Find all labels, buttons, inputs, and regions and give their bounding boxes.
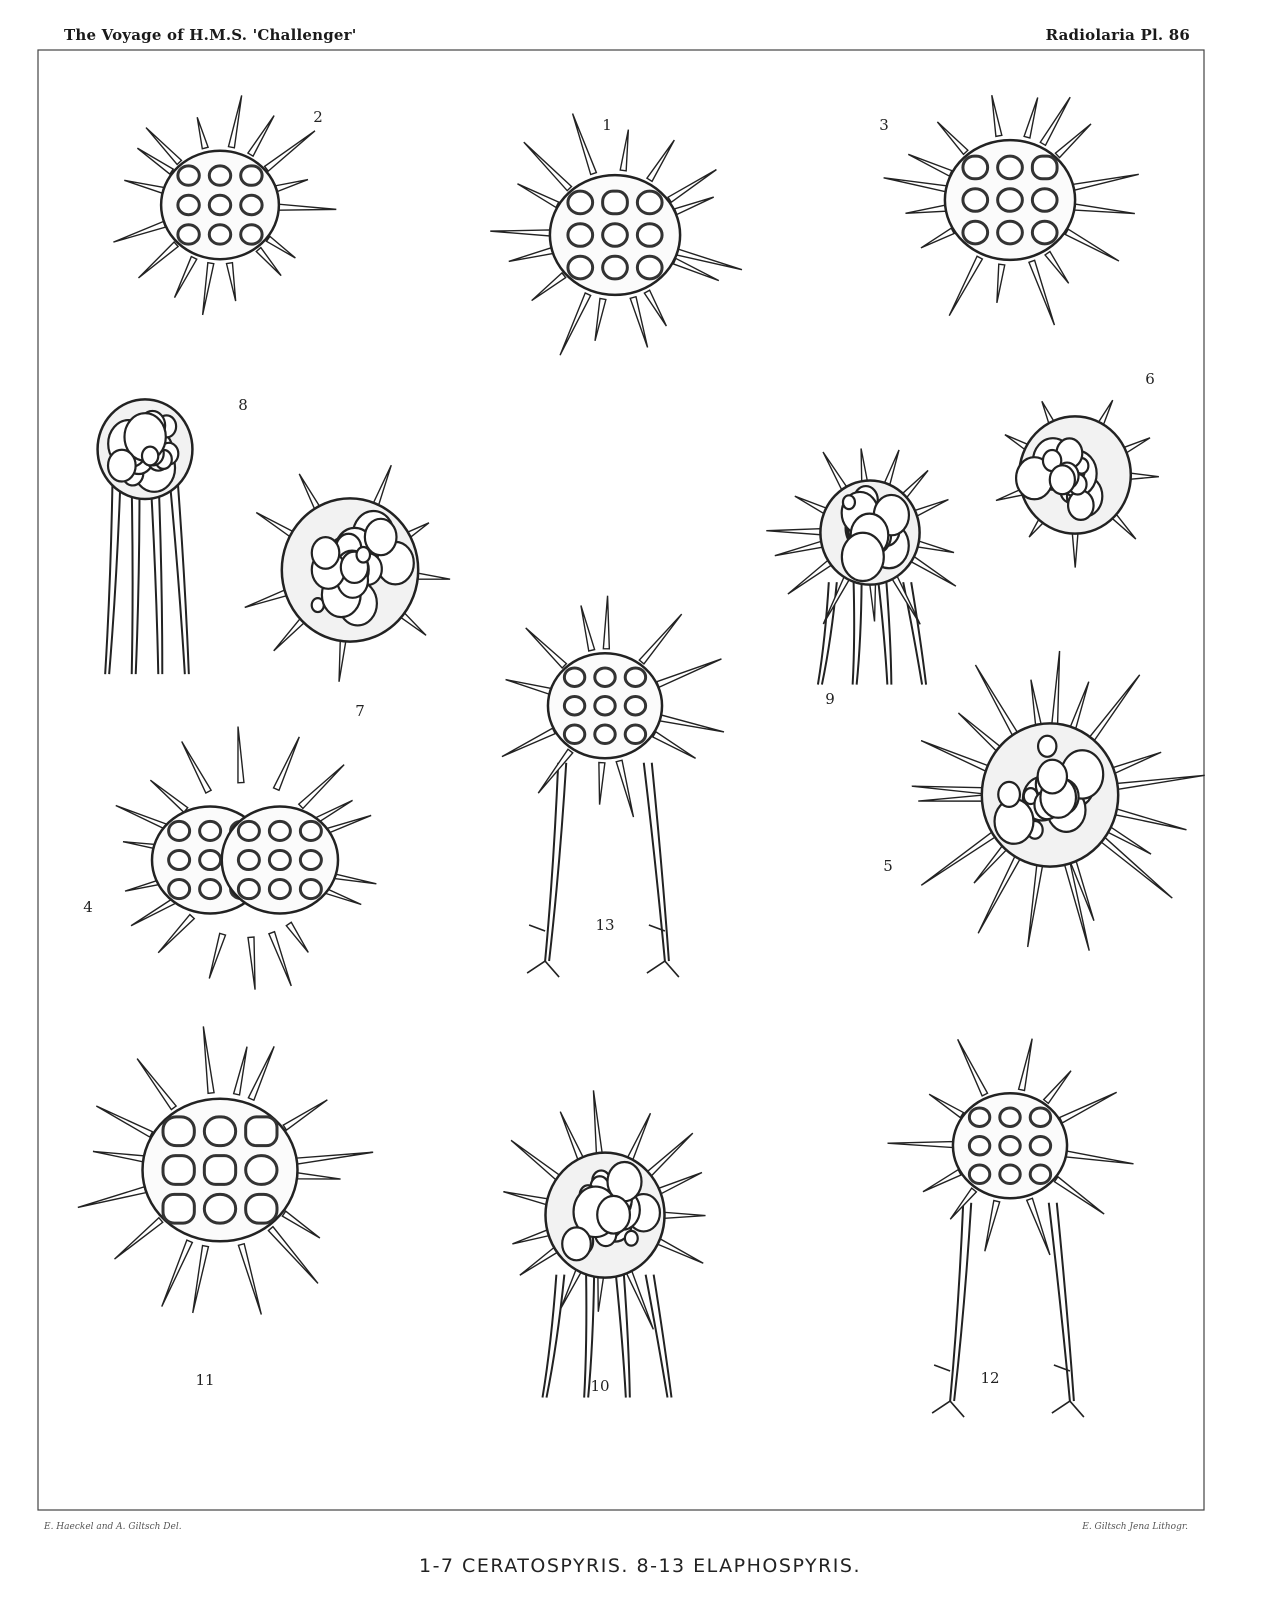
radial-spine — [265, 131, 315, 171]
radial-spine — [256, 248, 281, 276]
radial-spine — [137, 1059, 176, 1110]
radial-spine — [509, 248, 553, 262]
lattice-mesh — [969, 1165, 989, 1184]
lattice-mesh — [603, 191, 628, 214]
radial-spine — [1065, 229, 1119, 261]
lattice-mesh — [178, 195, 199, 214]
radial-spine — [775, 541, 823, 555]
radial-spine — [203, 1026, 214, 1093]
shell-leg — [169, 478, 188, 674]
radial-spine — [595, 298, 606, 340]
shell-leg — [1049, 1203, 1074, 1401]
radiolarian-figure-2 — [113, 95, 336, 315]
radial-spine — [974, 845, 1008, 883]
lattice-mesh — [1032, 221, 1057, 244]
radial-spine — [560, 1112, 584, 1162]
shell-pore — [843, 495, 855, 509]
lattice-mesh — [300, 850, 321, 869]
figure-number-2: 2 — [313, 108, 323, 126]
lattice-mesh — [238, 821, 259, 840]
lattice-mesh — [1030, 1165, 1050, 1184]
radial-spine — [124, 180, 163, 193]
shell-pore — [1038, 760, 1067, 794]
radiolarian-figure-1 — [490, 114, 742, 356]
radial-spine — [209, 933, 225, 978]
radial-spine — [653, 732, 696, 759]
radial-spine — [276, 180, 308, 192]
radial-spine — [282, 1211, 320, 1238]
lattice-mesh — [568, 256, 593, 279]
radial-spine — [884, 450, 899, 487]
lattice-mesh — [998, 221, 1023, 244]
radial-spine — [93, 1151, 144, 1161]
radial-spine — [1040, 97, 1070, 145]
radial-spine — [658, 1173, 702, 1194]
lattice-mesh — [209, 166, 230, 185]
radial-spine — [1124, 438, 1150, 453]
radial-spine — [248, 1046, 274, 1100]
shell-leg — [150, 478, 162, 674]
shell-leg — [853, 582, 862, 684]
radiolarian-figure-6 — [996, 370, 1159, 568]
lattice-mesh — [246, 1156, 277, 1185]
radial-spine — [227, 263, 236, 301]
radial-spine — [1027, 1198, 1050, 1255]
lattice-mesh — [595, 668, 615, 687]
lattice-mesh — [1000, 1165, 1020, 1184]
shell-leg — [105, 478, 120, 674]
radial-spine — [1055, 124, 1091, 158]
radial-spine — [524, 142, 572, 190]
radial-spine — [795, 496, 827, 513]
radial-spine — [274, 618, 306, 651]
figure-number-12: 12 — [980, 1369, 1000, 1387]
radial-spine — [766, 529, 820, 535]
radial-spine — [985, 1201, 1000, 1252]
radial-spine — [248, 116, 274, 157]
radial-spine — [598, 1274, 604, 1312]
shell-leg — [950, 1203, 971, 1401]
figure-number-1: 1 — [602, 116, 612, 134]
lattice-mesh — [204, 1156, 235, 1185]
radial-spine — [1060, 1092, 1117, 1123]
radiolarian-figure-12 — [888, 1039, 1134, 1417]
shell-pore — [312, 537, 340, 569]
lattice-mesh — [246, 1117, 277, 1146]
figure-number-9: 9 — [825, 690, 835, 708]
radial-spine — [299, 765, 344, 809]
lattice-mesh — [269, 880, 290, 899]
lattice-mesh — [595, 725, 615, 744]
radial-spine — [958, 713, 1001, 752]
lattice-mesh — [269, 850, 290, 869]
figure-number-6: 6 — [1145, 370, 1155, 388]
radial-spine — [78, 1187, 146, 1208]
shell-leg — [644, 763, 669, 961]
radial-spine — [915, 500, 949, 517]
radial-spine — [902, 470, 928, 498]
figure-number-10: 10 — [590, 1377, 610, 1395]
radial-spine — [162, 1240, 193, 1306]
radial-spine — [279, 204, 337, 210]
radial-spine — [921, 741, 988, 772]
radial-spine — [923, 1170, 961, 1192]
lattice-mesh — [246, 1194, 277, 1223]
radial-spine — [627, 1113, 651, 1162]
lattice-mesh — [300, 821, 321, 840]
shell-pore — [597, 1196, 630, 1234]
radial-spine — [490, 230, 550, 236]
lattice-mesh — [564, 725, 584, 744]
figure-number-13: 13 — [595, 916, 615, 934]
radial-spine — [603, 596, 609, 649]
lattice-mesh — [241, 195, 262, 214]
radial-spine — [1117, 775, 1205, 789]
radial-spine — [888, 1142, 954, 1148]
lattice-mesh — [969, 1108, 989, 1127]
lattice-mesh — [238, 850, 259, 869]
radiolarian-figure-10 — [503, 1090, 705, 1397]
lattice-mesh — [200, 880, 221, 899]
radial-spine — [630, 297, 647, 348]
radial-spine — [1069, 682, 1089, 732]
radial-spine — [268, 1227, 318, 1284]
radial-spine — [639, 614, 681, 664]
radial-spine — [193, 1246, 209, 1313]
radial-spine — [283, 1100, 327, 1130]
radiolarian-figure-9 — [766, 449, 956, 708]
radial-spine — [646, 1133, 692, 1177]
lattice-mesh — [625, 696, 645, 715]
radial-spine — [616, 760, 633, 817]
radial-spine — [506, 680, 551, 695]
radial-spine — [997, 264, 1005, 303]
radial-spine — [96, 1106, 152, 1137]
radial-spine — [949, 256, 982, 315]
lattice-mesh — [169, 850, 190, 869]
radial-spine — [511, 1140, 560, 1180]
radial-spine — [593, 1090, 602, 1156]
lattice-mesh — [163, 1156, 194, 1185]
radial-spine — [538, 749, 573, 793]
lattice-mesh — [1032, 189, 1057, 212]
radial-spine — [138, 242, 178, 278]
radial-spine — [560, 293, 591, 355]
radial-spine — [1113, 752, 1162, 773]
radiolarian-figure-5 — [883, 651, 1205, 951]
radial-spine — [1052, 651, 1060, 727]
lattice-mesh — [969, 1136, 989, 1155]
shell-leg — [646, 1275, 672, 1398]
radial-spine — [532, 273, 566, 301]
radial-spine — [908, 154, 952, 176]
radial-spine — [203, 263, 214, 315]
radial-spine — [1019, 1039, 1033, 1091]
lattice-mesh — [169, 821, 190, 840]
lattice-mesh — [204, 1194, 235, 1223]
radial-spine — [1115, 809, 1186, 830]
radial-spine — [573, 114, 597, 175]
radial-spine — [503, 1192, 547, 1205]
shell-pore — [142, 447, 158, 466]
radial-spine — [197, 117, 208, 149]
radiolarian-figure-4 — [83, 727, 376, 990]
radial-spine — [1045, 252, 1069, 284]
radial-spine — [372, 465, 391, 507]
radial-spine — [870, 582, 876, 621]
radial-spine — [992, 95, 1002, 136]
radial-spine — [245, 590, 287, 607]
radial-spine — [1088, 675, 1139, 742]
radial-spine — [526, 628, 567, 668]
plate-caption: 1-7 CERATOSPYRIS. 8-13 ELAPHOSPYRIS. — [418, 1555, 861, 1577]
lithographer-credit: E. Giltsch Jena Lithogr. — [1082, 1522, 1188, 1532]
radial-spine — [665, 1212, 706, 1218]
draftsman-credit: E. Haeckel and A. Giltsch Del. — [44, 1522, 182, 1532]
shell-leg — [818, 582, 837, 684]
radial-spine — [1029, 260, 1054, 325]
radial-spine — [274, 737, 300, 790]
radiolarian-figure-8 — [98, 396, 248, 674]
figure-number-7: 7 — [355, 702, 365, 720]
radial-spine — [921, 832, 996, 886]
figure-number-5: 5 — [883, 857, 893, 875]
shell-pore — [1050, 465, 1075, 494]
radial-spine — [975, 665, 1018, 737]
lattice-mesh — [963, 189, 988, 212]
radial-spine — [660, 715, 724, 732]
radial-spine — [297, 1152, 373, 1164]
figure-number-8: 8 — [238, 396, 248, 414]
lattice-mesh — [163, 1117, 194, 1146]
radial-spine — [958, 1039, 988, 1096]
lattice-mesh — [963, 221, 988, 244]
radial-spine — [911, 556, 956, 586]
lattice-mesh — [178, 225, 199, 244]
radial-spine — [1028, 862, 1043, 947]
shell-pore — [842, 533, 884, 581]
lattice-mesh — [595, 696, 615, 715]
radial-spine — [1074, 204, 1134, 214]
radial-spine — [228, 95, 241, 147]
radial-spine — [668, 170, 716, 203]
radial-spine — [891, 575, 920, 625]
lattice-mesh — [209, 195, 230, 214]
radial-spine — [561, 1268, 582, 1309]
radial-spine — [158, 915, 194, 953]
radial-spine — [1054, 1177, 1104, 1214]
lattice-mesh — [998, 189, 1023, 212]
lattice-mesh — [163, 1194, 194, 1223]
lattice-mesh — [963, 156, 988, 179]
radial-spine — [599, 763, 605, 805]
radial-spine — [620, 130, 628, 171]
radial-spine — [1031, 680, 1042, 729]
radial-spine — [1024, 98, 1038, 138]
radial-spine — [182, 741, 211, 793]
lattice-mesh — [200, 821, 221, 840]
radial-spine — [918, 541, 954, 552]
lattice-mesh — [637, 191, 662, 214]
lattice-mesh — [241, 225, 262, 244]
radial-spine — [517, 184, 558, 208]
radial-spine — [978, 854, 1021, 933]
lattice-mesh — [637, 256, 662, 279]
radial-spine — [256, 513, 293, 537]
lattice-mesh — [1032, 156, 1057, 179]
figure-number-4: 4 — [83, 898, 93, 916]
radial-spine — [1044, 1071, 1071, 1104]
radial-spine — [113, 222, 165, 243]
radial-spine — [647, 140, 674, 181]
lattice-mesh — [564, 696, 584, 715]
radial-spine — [918, 795, 982, 801]
shell-pore — [1038, 736, 1056, 757]
radial-spine — [1073, 174, 1139, 190]
radial-spine — [1072, 531, 1078, 568]
radial-spine — [823, 452, 848, 491]
shell-leg — [543, 1275, 565, 1398]
lattice-mesh — [169, 880, 190, 899]
radial-spine — [150, 780, 187, 812]
radial-spine — [234, 1047, 247, 1095]
radial-spine — [1066, 1151, 1134, 1164]
radial-spine — [937, 122, 967, 154]
radial-spine — [657, 659, 722, 687]
shell-pore — [562, 1227, 591, 1260]
radial-spine — [339, 638, 346, 682]
lattice-mesh — [568, 191, 593, 214]
lattice-mesh — [1030, 1108, 1050, 1127]
shell-pore — [365, 519, 397, 555]
radiolarian-figure-3 — [879, 95, 1139, 325]
lattice-mesh — [625, 668, 645, 687]
radial-spine — [175, 257, 197, 298]
radial-spine — [921, 228, 954, 248]
lattice-mesh — [178, 166, 199, 185]
plate-header-number: Radiolaria Pl. 86 — [1045, 26, 1190, 44]
radial-spine — [297, 1173, 340, 1179]
lattice-mesh — [603, 256, 628, 279]
radial-spine — [912, 786, 982, 793]
leg-branch — [527, 925, 559, 977]
radiolarian-figure-11 — [78, 1026, 373, 1389]
lattice-mesh — [603, 224, 628, 247]
lattice-mesh — [564, 668, 584, 687]
shell-pore — [108, 450, 136, 482]
leg-branch — [932, 1365, 964, 1417]
radial-spine — [115, 1218, 163, 1259]
radial-spine — [269, 932, 291, 986]
lattice-mesh — [998, 156, 1023, 179]
lattice-mesh — [637, 224, 662, 247]
lattice-mesh — [300, 880, 321, 899]
radial-spine — [861, 449, 868, 484]
radial-spine — [1131, 473, 1159, 479]
radial-spine — [644, 290, 666, 326]
shell-leg — [132, 478, 140, 674]
lattice-mesh — [1000, 1136, 1020, 1155]
lattice-mesh — [1000, 1108, 1020, 1127]
radial-spine — [418, 573, 450, 579]
radial-spine — [675, 197, 714, 214]
radiolarian-figure-13 — [502, 596, 724, 977]
radial-spine — [929, 1094, 963, 1117]
radial-spine — [238, 1244, 261, 1315]
shell-pore — [625, 1231, 638, 1246]
plate-header-title: The Voyage of H.M.S. 'Challenger' — [64, 26, 357, 44]
radial-spine — [788, 560, 832, 594]
figure-number-3: 3 — [879, 116, 889, 134]
lattice-mesh — [209, 225, 230, 244]
radial-spine — [520, 1247, 558, 1275]
radial-spine — [238, 727, 244, 783]
radial-spine — [906, 205, 946, 213]
shell-pore — [998, 782, 1020, 807]
radial-spine — [512, 1230, 549, 1244]
lattice-mesh — [1030, 1136, 1050, 1155]
lattice-mesh — [269, 821, 290, 840]
radial-spine — [581, 605, 595, 651]
lattice-mesh — [200, 850, 221, 869]
lattice-mesh — [625, 725, 645, 744]
radial-spine — [248, 937, 255, 990]
shell-leg — [878, 582, 891, 684]
radiolarian-figure-7 — [245, 465, 450, 720]
lattice-mesh — [204, 1117, 235, 1146]
lattice-mesh — [238, 880, 259, 899]
radial-spine — [502, 728, 555, 756]
lattice-mesh — [241, 166, 262, 185]
radial-spine — [286, 922, 308, 952]
figure-number-11: 11 — [195, 1371, 215, 1389]
lattice-mesh — [568, 224, 593, 247]
radial-spine — [266, 236, 295, 258]
shell-leg — [545, 763, 566, 961]
radial-spine — [657, 1239, 703, 1264]
shell-leg — [616, 1275, 630, 1398]
radial-spine — [884, 178, 947, 192]
